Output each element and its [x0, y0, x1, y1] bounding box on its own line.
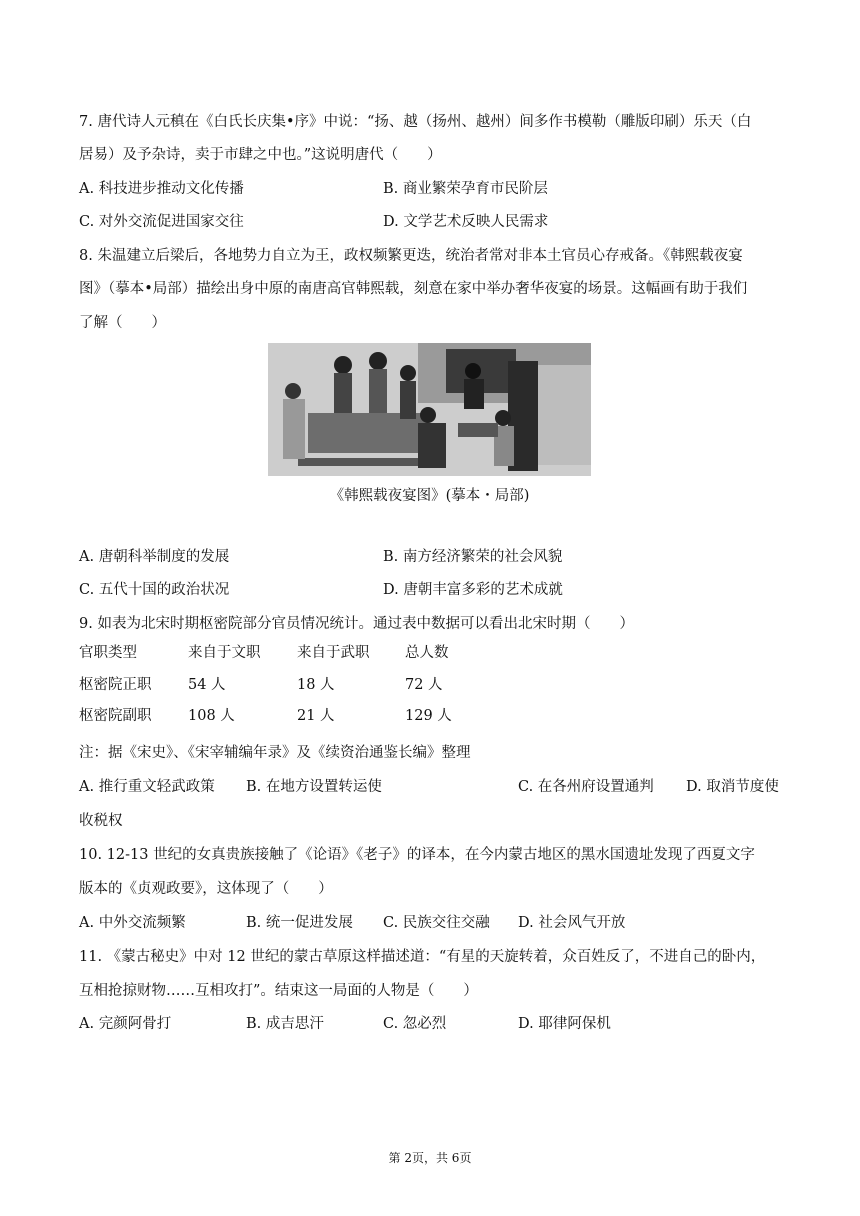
- q8-option-a: A. 唐朝科举制度的发展: [79, 549, 230, 565]
- q8-stem-line1: 8. 朱温建立后梁后，各地势力自立为王，政权频繁更迭，统治者常对非本土官员心存戒备。《韩熙载夜宴: [79, 248, 743, 264]
- q8-stem-line3: 了解（ ）: [79, 315, 166, 331]
- q7-stem-line2: 居易）及予杂诗，卖于市肆之中也。”这说明唐代（ ）: [79, 147, 442, 163]
- q7-option-d: D. 文学艺术反映人民需求: [383, 214, 549, 230]
- table-cell: 18 人: [297, 677, 335, 693]
- q7-option-c: C. 对外交流促进国家交往: [79, 214, 244, 230]
- painting-image: [268, 343, 591, 476]
- table-cell: 72 人: [405, 677, 443, 693]
- painting-illustration: [268, 343, 591, 476]
- q9-option-d: D. 取消节度使: [686, 779, 779, 795]
- q9-option-c: C. 在各州府设置通判: [518, 779, 654, 795]
- table-cell: 枢密院正职: [79, 677, 152, 693]
- table-cell: 枢密院副职: [79, 708, 152, 724]
- figure-caption: 《韩熙载夜宴图》(摹本・局部): [329, 488, 530, 504]
- q11-stem-line1: 11. 《蒙古秘史》中对 12 世纪的蒙古草原这样描述道：“有星的天旋转着，众百姓反了，不进自己的卧内，: [79, 949, 766, 965]
- q11-option-c: C. 忽必烈: [383, 1016, 447, 1032]
- q11-option-a: A. 完颜阿骨打: [79, 1016, 172, 1032]
- q11-option-d: D. 耶律阿保机: [518, 1016, 611, 1032]
- q8-option-c: C. 五代十国的政治状况: [79, 582, 230, 598]
- q10-option-d: D. 社会风气开放: [518, 915, 626, 931]
- q8-option-d: D. 唐朝丰富多彩的艺术成就: [383, 582, 563, 598]
- q9-option-b: B. 在地方设置转运使: [246, 779, 382, 795]
- table-header-cell: 来自于武职: [297, 645, 370, 661]
- q9-note: 注：据《宋史》、《宋宰辅编年录》及《续资治通鉴长编》整理: [79, 745, 471, 761]
- q10-option-a: A. 中外交流频繁: [79, 915, 186, 931]
- q9-stem: 9. 如表为北宋时期枢密院部分官员情况统计。通过表中数据可以看出北宋时期（ ）: [79, 616, 634, 632]
- table-cell: 54 人: [188, 677, 226, 693]
- table-cell: 129 人: [405, 708, 452, 724]
- page-footer: 第 2页，共 6页: [388, 1151, 472, 1165]
- q8-stem-line2: 图》（摹本•局部）描绘出身中原的南唐高官韩熙载，刻意在家中举办奢华夜宴的场景。这幅画有助于我们: [79, 281, 748, 297]
- q8-option-b: B. 南方经济繁荣的社会风貌: [383, 549, 563, 565]
- q9-option-a: A. 推行重文轻武政策: [79, 779, 215, 795]
- q10-stem-line2: 版本的《贞观政要》，这体现了（ ）: [79, 881, 333, 897]
- table-cell: 21 人: [297, 708, 335, 724]
- q11-option-b: B. 成吉思汗: [246, 1016, 324, 1032]
- q7-option-b: B. 商业繁荣孕育市民阶层: [383, 181, 548, 197]
- q11-stem-line2: 互相抢掠财物……互相攻打”。结束这一局面的人物是（ ）: [79, 983, 478, 999]
- q10-option-b: B. 统一促进发展: [246, 915, 353, 931]
- q7-stem-line1: 7. 唐代诗人元稹在《白氏长庆集•序》中说：“扬、越（扬州、越州）间多作书模勒（雕版印刷）乐天（白: [79, 114, 752, 130]
- table-header-cell: 官职类型: [79, 645, 137, 661]
- q10-stem-line1: 10. 12-13 世纪的女真贵族接触了《论语》《老子》的译本，在今内蒙古地区的黑水国遗址发现了西夏文字: [79, 847, 755, 863]
- q9-option-d-wrap: 收税权: [79, 813, 123, 829]
- q7-option-a: A. 科技进步推动文化传播: [79, 181, 244, 197]
- q10-option-c: C. 民族交往交融: [383, 915, 490, 931]
- table-header-cell: 总人数: [405, 645, 449, 661]
- table-cell: 108 人: [188, 708, 235, 724]
- table-header-cell: 来自于文职: [188, 645, 261, 661]
